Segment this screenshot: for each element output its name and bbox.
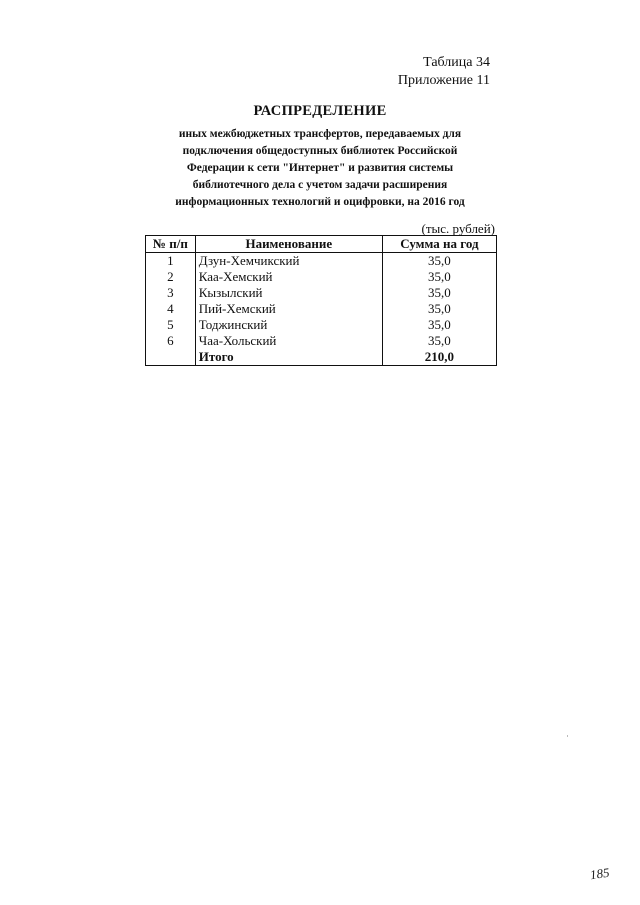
row-sum: 35,0 bbox=[382, 317, 496, 333]
total-label: Итого bbox=[195, 349, 382, 366]
subtitle-line: Федерации к сети "Интернет" и развития системы bbox=[186, 162, 454, 174]
row-sum: 35,0 bbox=[382, 333, 496, 349]
distribution-table bbox=[145, 235, 497, 366]
subtitle-line: информационных технологий и оцифровки, на 2016 год bbox=[175, 196, 465, 208]
row-number: 5 bbox=[146, 317, 196, 333]
scan-speck bbox=[567, 735, 568, 737]
table-row bbox=[146, 285, 497, 301]
row-name: Чаа-Хольский bbox=[195, 333, 382, 349]
total-number-cell bbox=[146, 349, 196, 366]
page-number: 185 bbox=[588, 864, 611, 883]
row-sum: 35,0 bbox=[382, 301, 496, 317]
table-row bbox=[146, 317, 497, 333]
page-header bbox=[398, 54, 490, 90]
document-title: РАСПРЕДЕЛЕНИЕ bbox=[253, 103, 387, 119]
header-number: № п/п bbox=[146, 236, 196, 253]
row-name: Пий-Хемский bbox=[195, 301, 382, 317]
subtitle-line: подключения общедоступных библиотек Российской bbox=[182, 145, 458, 157]
row-sum: 35,0 bbox=[382, 253, 496, 270]
subtitle-line: иных межбюджетных трансфертов, передаваемых для bbox=[178, 128, 462, 140]
row-name: Кызылский bbox=[195, 285, 382, 301]
table-total-row bbox=[146, 349, 497, 366]
row-number: 1 bbox=[146, 253, 196, 270]
units-note: (тыс. рублей) bbox=[421, 221, 495, 236]
subtitle-line: библиотечного дела с учетом задачи расширения bbox=[192, 179, 448, 191]
header-sum: Сумма на год bbox=[382, 236, 496, 253]
total-sum: 210,0 bbox=[382, 349, 496, 366]
row-name: Тоджинский bbox=[195, 317, 382, 333]
row-name: Дзун-Хемчикский bbox=[195, 253, 382, 270]
row-number: 2 bbox=[146, 269, 196, 285]
table-row bbox=[146, 269, 497, 285]
row-sum: 35,0 bbox=[382, 269, 496, 285]
row-number: 4 bbox=[146, 301, 196, 317]
row-name: Каа-Хемский bbox=[195, 269, 382, 285]
table-row bbox=[146, 333, 497, 349]
table-header-row bbox=[146, 236, 497, 253]
row-sum: 35,0 bbox=[382, 285, 496, 301]
table-label: Таблица 34 bbox=[423, 55, 490, 70]
table-row bbox=[146, 253, 497, 270]
header-name: Наименование bbox=[195, 236, 382, 253]
row-number: 6 bbox=[146, 333, 196, 349]
row-number: 3 bbox=[146, 285, 196, 301]
table-row bbox=[146, 301, 497, 317]
appendix-label: Приложение 11 bbox=[397, 73, 490, 88]
document-subtitle bbox=[150, 126, 490, 211]
